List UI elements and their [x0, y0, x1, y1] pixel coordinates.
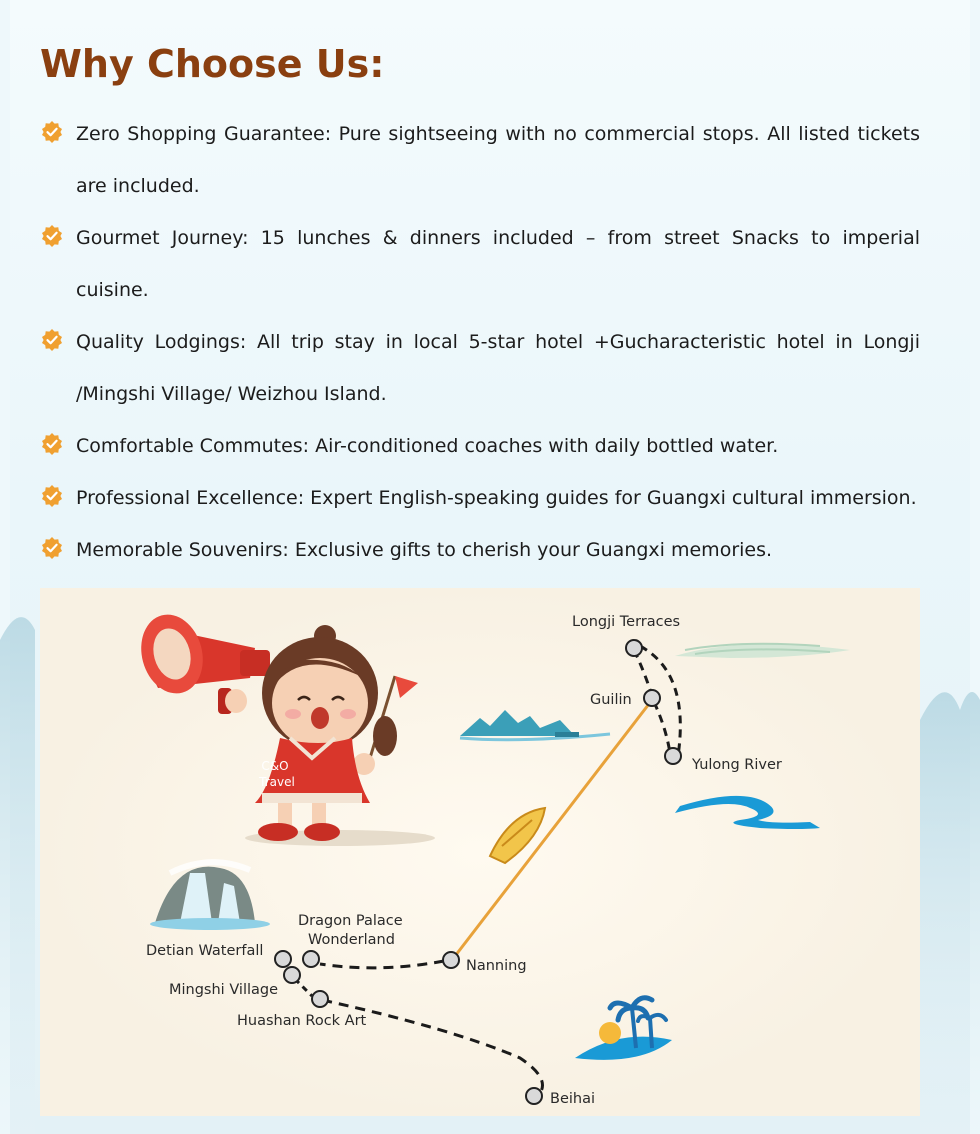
- benefit-text: Professional Excellence: Expert English-speaking guides for Guangxi cultural immersion.: [76, 487, 917, 509]
- stop-label-guilin: Guilin: [590, 692, 632, 708]
- stop-label-longji: Longji Terraces: [572, 614, 681, 630]
- stop-marker-mingshi: [284, 967, 300, 983]
- benefit-item: [40, 420, 920, 472]
- stop-marker-guilin: [644, 690, 660, 706]
- stop-label-mingshi: Mingshi Village: [169, 982, 279, 998]
- badge-check-icon: [40, 484, 64, 508]
- badge-check-icon: [40, 536, 64, 560]
- stop-label-dragon-line2: Wonderland: [308, 932, 395, 948]
- mascot-badge-line1: C&O: [261, 759, 289, 773]
- stop-label-nanning: Nanning: [466, 958, 527, 974]
- benefit-text: Memorable Souvenirs: Exclusive gifts to cherish your Guangxi memories.: [76, 539, 773, 561]
- stop-marker-beihai: [526, 1088, 542, 1104]
- benefit-item: [40, 212, 920, 316]
- stop-label-huashan: Huashan Rock Art: [237, 1013, 367, 1029]
- benefit-text: Zero Shopping Guarantee: Pure sightseeing with no commercial stops. All listed tickets are included.: [76, 123, 920, 197]
- stop-marker-huashan: [312, 991, 328, 1007]
- page-title: Why Choose Us:: [40, 42, 385, 86]
- badge-check-icon: [40, 328, 64, 352]
- stop-marker-longji: [626, 640, 642, 656]
- benefit-item: [40, 524, 920, 576]
- stop-label-dragon-line1: Dragon Palace: [298, 913, 403, 929]
- stop-marker-detian: [275, 951, 291, 967]
- benefit-text: Gourmet Journey: 15 lunches & dinners included – from street Snacks to imperial cuisine.: [76, 227, 920, 301]
- stop-marker-nanning: [443, 952, 459, 968]
- stop-label-beihai: Beihai: [550, 1091, 596, 1107]
- benefit-item: [40, 472, 920, 524]
- stop-marker-yulong: [665, 748, 681, 764]
- mascot-badge-line2: Travel: [259, 775, 295, 789]
- badge-check-icon: [40, 120, 64, 144]
- benefit-text: Quality Lodgings: All trip stay in local 5-star hotel +Gucharacteristic hotel in Longji /Mingshi Village/ Weizhou Island.: [76, 331, 920, 405]
- badge-check-icon: [40, 432, 64, 456]
- badge-check-icon: [40, 224, 64, 248]
- benefits-list: [40, 108, 920, 576]
- stop-label-yulong: Yulong River: [692, 757, 782, 773]
- benefit-text: Comfortable Commutes: Air-conditioned coaches with daily bottled water.: [76, 435, 779, 457]
- route-map: [40, 588, 920, 1116]
- stop-marker-dragon-palace: [303, 951, 319, 967]
- stop-label-detian: Detian Waterfall: [146, 943, 264, 959]
- benefit-item: [40, 108, 920, 212]
- route-map-canvas: [40, 588, 920, 1116]
- benefit-item: [40, 316, 920, 420]
